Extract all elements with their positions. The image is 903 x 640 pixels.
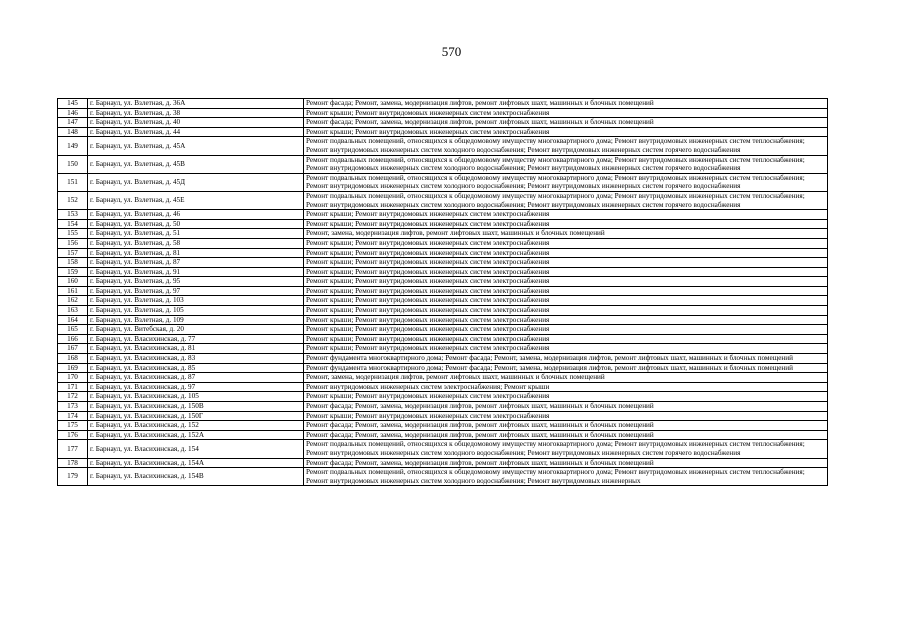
address-cell: г. Барнаул, ул. Власихинская, д. 154А [88, 458, 304, 468]
works-cell: Ремонт фундамента многоквартирного дома; Ремонт фасада; Ремонт, замена, модернизация лифтов, ремонт лифтовых шахт, машинных и блочных помещений [304, 354, 828, 364]
table-row [58, 108, 828, 118]
table-row [58, 99, 828, 109]
table-row [58, 118, 828, 128]
row-number-cell: 160 [58, 277, 88, 287]
address-cell: г. Барнаул, ул. Взлетная, д. 45В [88, 155, 304, 173]
table-row [58, 155, 828, 173]
row-number-cell: 175 [58, 421, 88, 431]
table-row [58, 402, 828, 412]
table-row [58, 173, 828, 191]
address-cell: г. Барнаул, ул. Власихинская, д. 77 [88, 334, 304, 344]
table-row [58, 411, 828, 421]
address-cell: г. Барнаул, ул. Взлетная, д. 81 [88, 248, 304, 258]
address-cell: г. Барнаул, ул. Взлетная, д. 58 [88, 238, 304, 248]
works-cell: Ремонт фасада; Ремонт, замена, модернизация лифтов, ремонт лифтовых шахт, машинных и блочных помещений [304, 458, 828, 468]
address-cell: г. Барнаул, ул. Витебская, д. 20 [88, 325, 304, 335]
row-number-cell: 156 [58, 238, 88, 248]
table-row [58, 306, 828, 316]
address-cell: г. Барнаул, ул. Власихинская, д. 83 [88, 354, 304, 364]
works-cell: Ремонт крыши; Ремонт внутридомовых инженерных систем электроснабжения [304, 127, 828, 137]
works-cell: Ремонт подвальных помещений, относящихся к общедомовому имуществу многоквартирного дома; Ремонт внутридомовых инженерных систем теплоснабжения; Ремонт внутридомовых инженерных систем холодного водоснабжения; Ремонт внутридомовых инженерных систем горячего водоснабжения [304, 155, 828, 173]
row-number-cell: 179 [58, 468, 88, 486]
works-cell: Ремонт фасада; Ремонт, замена, модернизация лифтов, ремонт лифтовых шахт, машинных и блочных помещений [304, 421, 828, 431]
address-cell: г. Барнаул, ул. Власихинская, д. 97 [88, 382, 304, 392]
address-cell: г. Барнаул, ул. Взлетная, д. 45Е [88, 191, 304, 209]
address-cell: г. Барнаул, ул. Взлетная, д. 40 [88, 118, 304, 128]
address-cell: г. Барнаул, ул. Взлетная, д. 109 [88, 315, 304, 325]
table-row [58, 296, 828, 306]
address-cell: г. Барнаул, ул. Власихинская, д. 152 [88, 421, 304, 431]
row-number-cell: 167 [58, 344, 88, 354]
table-row [58, 458, 828, 468]
address-cell: г. Барнаул, ул. Взлетная, д. 45А [88, 137, 304, 155]
works-cell: Ремонт фасада; Ремонт, замена, модернизация лифтов, ремонт лифтовых шахт, машинных и блочных помещений [304, 118, 828, 128]
repair-works-table [57, 98, 828, 486]
row-number-cell: 146 [58, 108, 88, 118]
row-number-cell: 148 [58, 127, 88, 137]
row-number-cell: 153 [58, 210, 88, 220]
row-number-cell: 166 [58, 334, 88, 344]
works-cell: Ремонт фасада; Ремонт, замена, модернизация лифтов, ремонт лифтовых шахт, машинных и блочных помещений [304, 402, 828, 412]
row-number-cell: 170 [58, 373, 88, 383]
address-cell: г. Барнаул, ул. Взлетная, д. 95 [88, 277, 304, 287]
works-cell: Ремонт крыши; Ремонт внутридомовых инженерных систем электроснабжения [304, 267, 828, 277]
table-row [58, 363, 828, 373]
works-cell: Ремонт, замена, модернизация лифтов, ремонт лифтовых шахт, машинных и блочных помещений [304, 229, 828, 239]
address-cell: г. Барнаул, ул. Власихинская, д. 105 [88, 392, 304, 402]
row-number-cell: 169 [58, 363, 88, 373]
works-cell: Ремонт крыши; Ремонт внутридомовых инженерных систем электроснабжения [304, 325, 828, 335]
table-row [58, 468, 828, 486]
works-cell: Ремонт крыши; Ремонт внутридомовых инженерных систем электроснабжения [304, 392, 828, 402]
works-cell: Ремонт фундамента многоквартирного дома; Ремонт фасада; Ремонт, замена, модернизация лифтов, ремонт лифтовых шахт, машинных и блочных помещений [304, 363, 828, 373]
row-number-cell: 173 [58, 402, 88, 412]
address-cell: г. Барнаул, ул. Взлетная, д. 87 [88, 258, 304, 268]
table-row [58, 392, 828, 402]
address-cell: г. Барнаул, ул. Власихинская, д. 150В [88, 402, 304, 412]
works-cell: Ремонт крыши; Ремонт внутридомовых инженерных систем электроснабжения [304, 108, 828, 118]
works-cell: Ремонт крыши; Ремонт внутридомовых инженерных систем электроснабжения [304, 238, 828, 248]
address-cell: г. Барнаул, ул. Власихинская, д. 154В [88, 468, 304, 486]
table-row [58, 334, 828, 344]
table-row [58, 219, 828, 229]
works-cell: Ремонт внутридомовых инженерных систем электроснабжения; Ремонт крыши [304, 382, 828, 392]
works-cell: Ремонт крыши; Ремонт внутридомовых инженерных систем электроснабжения [304, 315, 828, 325]
address-cell: г. Барнаул, ул. Взлетная, д. 105 [88, 306, 304, 316]
address-cell: г. Барнаул, ул. Власихинская, д. 87 [88, 373, 304, 383]
address-cell: г. Барнаул, ул. Взлетная, д. 91 [88, 267, 304, 277]
works-cell: Ремонт, замена, модернизация лифтов, ремонт лифтовых шахт, машинных и блочных помещений [304, 373, 828, 383]
works-cell: Ремонт крыши; Ремонт внутридомовых инженерных систем электроснабжения [304, 258, 828, 268]
address-cell: г. Барнаул, ул. Взлетная, д. 38 [88, 108, 304, 118]
works-cell: Ремонт крыши; Ремонт внутридомовых инженерных систем электроснабжения [304, 286, 828, 296]
table-row [58, 238, 828, 248]
address-cell: г. Барнаул, ул. Власихинская, д. 85 [88, 363, 304, 373]
table-row [58, 344, 828, 354]
row-number-cell: 172 [58, 392, 88, 402]
row-number-cell: 162 [58, 296, 88, 306]
works-cell: Ремонт подвальных помещений, относящихся к общедомовому имуществу многоквартирного дома; Ремонт внутридомовых инженерных систем теплоснабжения; Ремонт внутридомовых инженерных систем холодного водоснабжения; Ремонт внутридомовых инженерных систем горячего водоснабжения [304, 440, 828, 458]
row-number-cell: 155 [58, 229, 88, 239]
table-row [58, 277, 828, 287]
address-cell: г. Барнаул, ул. Взлетная, д. 97 [88, 286, 304, 296]
works-cell: Ремонт фасада; Ремонт, замена, модернизация лифтов, ремонт лифтовых шахт, машинных и блочных помещений [304, 99, 828, 109]
row-number-cell: 161 [58, 286, 88, 296]
works-cell: Ремонт подвальных помещений, относящихся к общедомовому имуществу многоквартирного дома; Ремонт внутридомовых инженерных систем теплоснабжения; Ремонт внутридомовых инженерных систем холодного водоснабжения; Ремонт внутридомовых инженерных систем горячего водоснабжения [304, 173, 828, 191]
row-number-cell: 157 [58, 248, 88, 258]
row-number-cell: 147 [58, 118, 88, 128]
table-row [58, 354, 828, 364]
address-cell: г. Барнаул, ул. Власихинская, д. 150Г [88, 411, 304, 421]
address-cell: г. Барнаул, ул. Власихинская, д. 81 [88, 344, 304, 354]
table-row [58, 248, 828, 258]
table-row [58, 430, 828, 440]
table-row [58, 325, 828, 335]
row-number-cell: 152 [58, 191, 88, 209]
address-cell: г. Барнаул, ул. Власихинская, д. 154 [88, 440, 304, 458]
address-cell: г. Барнаул, ул. Взлетная, д. 103 [88, 296, 304, 306]
address-cell: г. Барнаул, ул. Власихинская, д. 152А [88, 430, 304, 440]
row-number-cell: 149 [58, 137, 88, 155]
table-row [58, 315, 828, 325]
works-cell: Ремонт фасада; Ремонт, замена, модернизация лифтов, ремонт лифтовых шахт, машинных и блочных помещений [304, 430, 828, 440]
works-cell: Ремонт подвальных помещений, относящихся к общедомовому имуществу многоквартирного дома; Ремонт внутридомовых инженерных систем теплоснабжения; Ремонт внутридомовых инженерных систем холодного водоснабжения; Ремонт внутридомовых инженерных [304, 468, 828, 486]
row-number-cell: 145 [58, 99, 88, 109]
address-cell: г. Барнаул, ул. Взлетная, д. 45Д [88, 173, 304, 191]
works-cell: Ремонт крыши; Ремонт внутридомовых инженерных систем электроснабжения [304, 277, 828, 287]
row-number-cell: 154 [58, 219, 88, 229]
row-number-cell: 168 [58, 354, 88, 364]
row-number-cell: 171 [58, 382, 88, 392]
row-number-cell: 165 [58, 325, 88, 335]
address-cell: г. Барнаул, ул. Взлетная, д. 36А [88, 99, 304, 109]
table-row [58, 440, 828, 458]
table-row [58, 191, 828, 209]
address-cell: г. Барнаул, ул. Взлетная, д. 46 [88, 210, 304, 220]
address-cell: г. Барнаул, ул. Взлетная, д. 51 [88, 229, 304, 239]
row-number-cell: 163 [58, 306, 88, 316]
table-row [58, 229, 828, 239]
row-number-cell: 159 [58, 267, 88, 277]
table-row [58, 137, 828, 155]
works-cell: Ремонт крыши; Ремонт внутридомовых инженерных систем электроснабжения [304, 411, 828, 421]
table-row [58, 210, 828, 220]
row-number-cell: 178 [58, 458, 88, 468]
row-number-cell: 164 [58, 315, 88, 325]
page-number: 570 [441, 44, 462, 59]
row-number-cell: 174 [58, 411, 88, 421]
row-number-cell: 176 [58, 430, 88, 440]
works-cell: Ремонт крыши; Ремонт внутридомовых инженерных систем электроснабжения [304, 306, 828, 316]
table-row [58, 421, 828, 431]
table-row [58, 127, 828, 137]
address-cell: г. Барнаул, ул. Взлетная, д. 44 [88, 127, 304, 137]
table-row [58, 267, 828, 277]
row-number-cell: 150 [58, 155, 88, 173]
works-cell: Ремонт подвальных помещений, относящихся к общедомовому имуществу многоквартирного дома; Ремонт внутридомовых инженерных систем теплоснабжения; Ремонт внутридомовых инженерных систем холодного водоснабжения; Ремонт внутридомовых инженерных систем горячего водоснабжения [304, 191, 828, 209]
row-number-cell: 177 [58, 440, 88, 458]
works-cell: Ремонт крыши; Ремонт внутридомовых инженерных систем электроснабжения [304, 219, 828, 229]
works-cell: Ремонт подвальных помещений, относящихся к общедомовому имуществу многоквартирного дома; Ремонт внутридомовых инженерных систем теплоснабжения; Ремонт внутридомовых инженерных систем холодного водоснабжения; Ремонт внутридомовых инженерных систем горячего водоснабжения [304, 137, 828, 155]
table-body [58, 99, 828, 486]
table-row [58, 258, 828, 268]
row-number-cell: 151 [58, 173, 88, 191]
table-row [58, 286, 828, 296]
address-cell: г. Барнаул, ул. Взлетная, д. 50 [88, 219, 304, 229]
table-row [58, 382, 828, 392]
row-number-cell: 158 [58, 258, 88, 268]
table-row [58, 373, 828, 383]
works-cell: Ремонт крыши; Ремонт внутридомовых инженерных систем электроснабжения [304, 344, 828, 354]
works-cell: Ремонт крыши; Ремонт внутридомовых инженерных систем электроснабжения [304, 296, 828, 306]
works-cell: Ремонт крыши; Ремонт внутридомовых инженерных систем электроснабжения [304, 210, 828, 220]
works-cell: Ремонт крыши; Ремонт внутридомовых инженерных систем электроснабжения [304, 248, 828, 258]
works-cell: Ремонт крыши; Ремонт внутридомовых инженерных систем электроснабжения [304, 334, 828, 344]
